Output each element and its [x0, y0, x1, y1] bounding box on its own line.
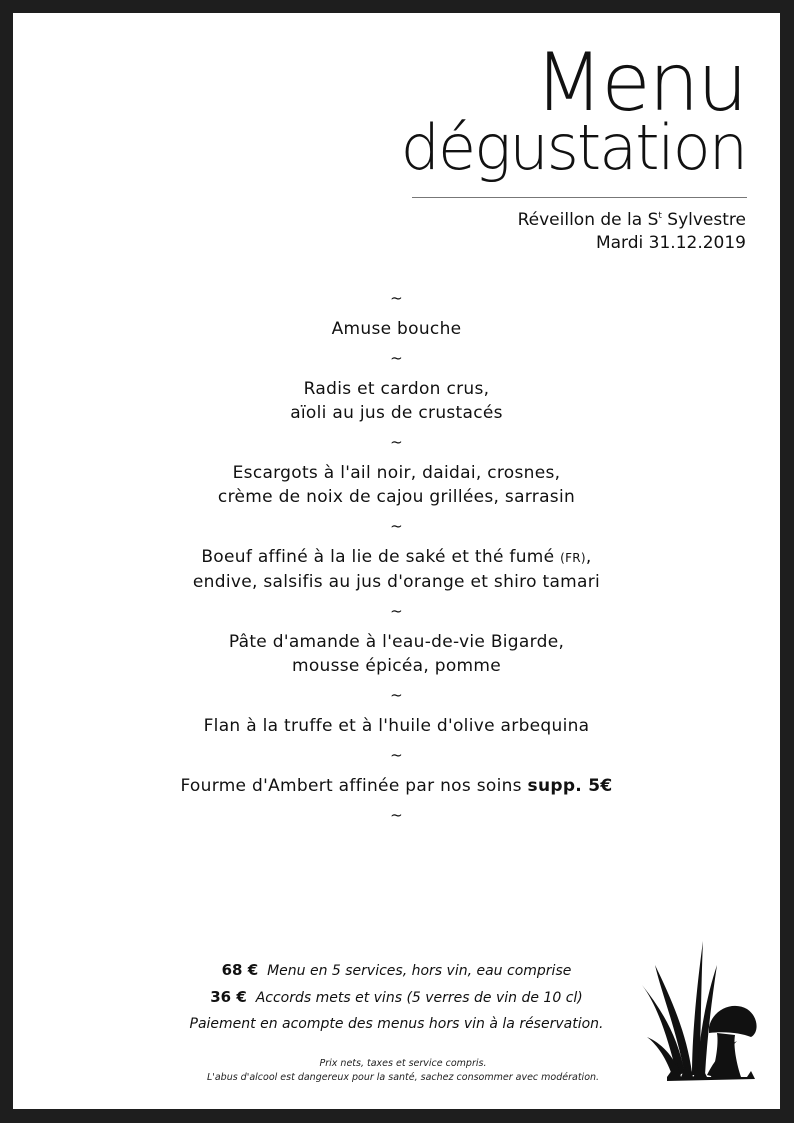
legal-line-1: Prix nets, taxes et service compris.: [319, 1058, 487, 1069]
separator: ~: [390, 686, 403, 704]
supplement-price: supp. 5€: [527, 776, 613, 796]
menu-page: [13, 13, 780, 1109]
event-date: Mardi 31.12.2019: [595, 233, 746, 253]
course-line: [13, 774, 780, 798]
course-3: [13, 461, 780, 509]
origin-tag: (FR): [560, 551, 586, 565]
event-name-sup: t: [658, 211, 662, 221]
separator: ~: [390, 349, 403, 367]
event-name: [518, 205, 746, 232]
event-info: [518, 205, 746, 255]
course-line: Amuse bouche: [331, 319, 462, 339]
separator: ~: [390, 517, 403, 535]
course-line: Pâte d'amande à l'eau-de-vie Bigarde,: [228, 632, 565, 652]
course-2: [13, 377, 780, 425]
legal-line-2: L'abus d'alcool est dangereux pour la santé, sachez consommer avec modération.: [206, 1072, 600, 1083]
course-line: mousse épicéa, pomme: [291, 656, 502, 676]
pairing-price-desc: Accords mets et vins (5 verres de vin de 10 cl): [255, 990, 583, 1006]
header-divider: [412, 197, 747, 198]
separator: ~: [390, 602, 403, 620]
course-line: endive, salsifis au jus d'orange et shiro tamari: [192, 572, 601, 592]
separator: ~: [390, 806, 403, 824]
event-name-prefix: Réveillon de la S: [517, 210, 659, 230]
menu-price-desc: Menu en 5 services, hors vin, eau comprise: [267, 963, 572, 979]
course-text: Boeuf affiné à la lie de saké et thé fumé: [201, 547, 561, 567]
course-line: Flan à la truffe et à l'huile d'olive arbequina: [203, 716, 590, 736]
mushroom-grass-icon: [637, 925, 757, 1085]
legal-notice: [153, 1057, 653, 1085]
course-punct: ,: [585, 547, 592, 567]
course-line: [13, 545, 780, 570]
event-name-suffix: Sylvestre: [661, 210, 746, 230]
course-list: [13, 281, 780, 834]
title-menu: Menu: [534, 36, 746, 129]
course-line: Escargots à l'ail noir, daidai, crosnes,: [232, 463, 561, 483]
separator: ~: [390, 746, 403, 764]
course-4: [13, 545, 780, 594]
pairing-price: 36 €: [210, 988, 247, 1006]
course-text: Fourme d'Ambert affinée par nos soins: [180, 776, 528, 796]
course-6: [13, 714, 780, 738]
course-line: aïoli au jus de crustacés: [290, 403, 503, 423]
title-degustation: dégustation: [400, 111, 746, 184]
course-1: [13, 317, 780, 341]
separator: ~: [390, 289, 403, 307]
course-line: Radis et cardon crus,: [303, 379, 490, 399]
separator: ~: [390, 433, 403, 451]
menu-price: 68 €: [221, 961, 259, 979]
course-5: [13, 630, 780, 678]
menu-header: [400, 36, 746, 184]
course-7: [13, 774, 780, 798]
course-line: crème de noix de cajou grillées, sarrasin: [217, 487, 576, 507]
payment-note-text: Paiement en acompte des menus hors vin à la réservation.: [189, 1016, 604, 1032]
